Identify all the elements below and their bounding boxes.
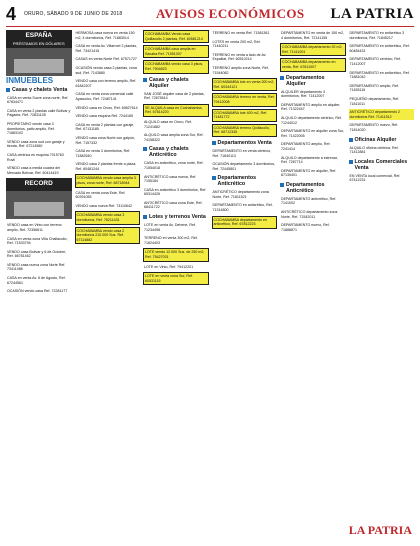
category-heading bbox=[6, 87, 72, 93]
column-1 bbox=[6, 30, 72, 542]
classified-ad: ALQUILO departamento a estrenar, Ref. 7287714 bbox=[281, 155, 338, 165]
classified-ad: CASA en anticrético, zona norte, Ref. 71554018 bbox=[144, 161, 204, 170]
bullet-icon bbox=[280, 183, 284, 187]
classified-ad: DEPARTAMENTO nuevo, Ref. 71888871 bbox=[281, 223, 330, 232]
classified-ad: DEPARTAMENTO en alquiler zona Sur, Ref. 71422005 bbox=[281, 129, 345, 138]
dateline: ORURO, SÁBADO 9 DE JUNIO DE 2018 bbox=[24, 11, 123, 17]
classified-ad: DEPARTAMENTO nuevo, Ref. 71814020 bbox=[349, 123, 399, 132]
display-ad-espana bbox=[6, 30, 72, 76]
classified-ad: OCASIÓN vendo casa Ref. 72281177 bbox=[7, 289, 68, 294]
column-4 bbox=[212, 30, 278, 542]
classified-ad: DEPARTAMENTO en venta céntrico, Ref. 71840113 bbox=[212, 148, 272, 158]
classified-ad: CASA en venta Sucre zona norte, Ref. 67834471 bbox=[7, 95, 69, 105]
bullet-icon bbox=[349, 138, 353, 142]
classified-ad: ANTICRÉTICO casa zona Este, Ref. 68411722 bbox=[144, 200, 203, 210]
bullet-icon bbox=[280, 76, 284, 80]
classified-ad: VENDO casa Bolívar y 6 de Octubre, Ref. 66781452 bbox=[7, 249, 67, 259]
classified-ad: TERRENO en venta 300 m2, Ref. 71824403 bbox=[144, 236, 198, 245]
bullet-icon bbox=[6, 88, 10, 92]
highlighted-ad: LOTE en venta zona Sur, Ref. 60531115 bbox=[143, 272, 209, 285]
classified-ad: LOTES en venta 200 m2, Ref. 71440211 bbox=[212, 39, 261, 49]
classified-ad: CASA en venta 2 plantas con garaje, Ref. 67131185 bbox=[75, 122, 135, 132]
highlighted-ad: COCHABAMBA lote 400 m2, Ref. 71481772 bbox=[212, 109, 278, 122]
classified-ad: SAN JOSÉ alquiler casa de 2 plantas, Ref. 72875614 bbox=[144, 91, 205, 101]
highlighted-ad: COCHABAMBA vendo casa 3 pisos, Ref. 7904823 bbox=[143, 60, 209, 73]
classified-ad: DEPARTAMENTO amplio, Ref. 7241414 bbox=[281, 142, 331, 151]
highlighted-ad: COCHABAMBA departamento en venta, Ref. 67811007 bbox=[280, 58, 346, 71]
classified-ad: ALQUILO casa amplia zona Sur, Ref. 74158322 bbox=[144, 133, 204, 142]
page-number: 4 bbox=[6, 3, 17, 24]
highlighted-ad: COCHABAMBA vendo casa 3 dormitorios, Ref. 76211431 bbox=[75, 211, 141, 224]
classified-ad: DEPARTAMENTO amplio en alquiler, Ref. 71322447 bbox=[281, 102, 341, 112]
category-heading bbox=[280, 182, 346, 194]
highlighted-ad: ANTICRÉTICO departamento 2 dormitorios Ref. 71411512 bbox=[349, 109, 415, 120]
classifieds-columns bbox=[6, 30, 414, 542]
classified-ad: TERRENO en venta Ref. 71581361 bbox=[212, 31, 270, 35]
bullet-icon bbox=[212, 141, 216, 145]
bullet-icon bbox=[143, 147, 147, 151]
category-heading bbox=[143, 77, 209, 89]
classified-ad: CASA en venta Av. Villarroel 2 plantas, Ref. 73421415 bbox=[75, 44, 138, 53]
classified-ad: ALQUILER departamento 3 dormitorios, Ref. 71412007 bbox=[281, 89, 325, 99]
classified-ad: CASAS en venta Norte Ref. 67571727 bbox=[75, 57, 137, 62]
category-label: Casas y chalets Venta bbox=[12, 86, 68, 93]
highlighted-ad: COCHABAMBA terreno en venta, Ref. 79412008 bbox=[212, 93, 278, 106]
ad-photo bbox=[6, 191, 72, 219]
category-label: Departamentos Venta bbox=[217, 139, 272, 146]
classified-ad: DEPARTAMENTO en venta de 150 m2, 4 dormitorios, Ref. 72141155 bbox=[281, 31, 345, 40]
classified-ad: ANTICRÉTICO departamento zona Norte, Ref. 71542011 bbox=[281, 210, 338, 219]
ad-subtitle: PRÉSTAMOS EN DÓLARES bbox=[12, 41, 65, 46]
column-3 bbox=[143, 30, 209, 542]
category-heading bbox=[212, 175, 278, 187]
category-heading bbox=[349, 159, 415, 171]
classified-ad: DEPARTAMENTO céntrico, Ref. 71412007 bbox=[349, 57, 401, 66]
classified-ad: ANTICRÉTICO casa nueva, Ref. 7155184 bbox=[144, 174, 197, 184]
classified-ad: ALQUILO departamento céntrico, Ref. 71244012 bbox=[281, 115, 342, 125]
category-heading bbox=[143, 214, 209, 220]
classified-ad: VENDO casa en Oruro, Ref. 69827614 bbox=[75, 105, 138, 110]
category-label: Locales Comerciales Venta bbox=[354, 158, 408, 171]
classified-ad: DEPARTAMENTO en anticrético, Ref. 60484431 bbox=[349, 44, 410, 53]
highlighted-ad: LOTE vendo 12.000 Sus. de 250 m2, Ref. 75427031 bbox=[143, 248, 209, 261]
highlighted-ad: COCHABAMBA Vendo casa Quillacollo 2 plantas, Ref. 60581214 bbox=[143, 30, 209, 43]
classified-ad: TERRENO en venta a lado de Av. Espaillat, Ref. 60510214 bbox=[212, 52, 267, 62]
classified-ad: DEPARTAMENTO en alquiler, Ref. 67135401 bbox=[281, 168, 337, 178]
page-header bbox=[6, 3, 414, 25]
classified-ad: VENDO casa esquina Ref. 7244165 bbox=[75, 114, 134, 119]
category-heading bbox=[212, 140, 278, 146]
classified-ad: VENDO casa en Vinto con terreno amplio, Ref. 72356611 bbox=[7, 223, 62, 232]
category-label: Departamentos Alquiler bbox=[286, 74, 325, 87]
classified-ad: VENDO casa nueva zona Norte Ref. 73411086 bbox=[7, 262, 66, 272]
section-heading: INMUEBLES bbox=[6, 76, 54, 85]
column-5 bbox=[280, 30, 346, 542]
newspaper-logo: LA PATRIA bbox=[330, 5, 414, 22]
category-label: Departamentos Anticrético bbox=[217, 175, 257, 188]
column-6 bbox=[349, 30, 415, 542]
highlighted-ad: COCHABAMBA departamento en anticrético, Ref. 67812223 bbox=[212, 216, 278, 229]
ad-title: ESPAÑA bbox=[25, 32, 53, 39]
ad-photo bbox=[6, 48, 72, 76]
classified-ad: VENDO casa zona Norte con galpón, Ref. 7157332 bbox=[75, 135, 136, 145]
highlighted-ad: COCHABAMBA vendo casa amplia 3 pisos, zona norte, Ref. 68718944 bbox=[75, 174, 141, 187]
classified-ad: PROPIETARIO vende casa 3 dormitorios, patio amplio, Ref. 71883102 bbox=[7, 121, 55, 136]
classified-ad: ALQUILO casa en Oruro, Ref. 71241882 bbox=[144, 119, 192, 129]
category-label: Departamentos Anticrético bbox=[286, 181, 325, 194]
classified-ad: DEPARTAMENTO anticrético, Ref. 7141002 bbox=[281, 196, 337, 206]
highlighted-ad: COCHABAMBA lote en venta 200 m2, Ref. 60344121 bbox=[212, 78, 278, 91]
classified-ad: CASA en venta zona Villa Challacollo, Ref. 71533794 bbox=[7, 236, 68, 246]
classified-ad: CASA en venta 3 dormitorios, Ref. 71882540 bbox=[75, 149, 131, 158]
category-label: Lotes y terrenos Venta bbox=[149, 214, 206, 221]
classified-ad: ANTICRÉTICO departamento zona Norte, Ref. 71811521 bbox=[212, 190, 269, 199]
display-ad-record bbox=[6, 178, 72, 219]
category-heading bbox=[349, 137, 415, 143]
section-title: AVISOS ECONÓMICOS bbox=[156, 6, 305, 21]
classified-ad: VENDO casa nueva Ref. 73110642 bbox=[75, 203, 132, 208]
classified-ad: DEPARTAMENTO en anticrético, Ref. 71881042 bbox=[349, 70, 410, 80]
classified-ad: CASA en anticrético 3 dormitorios, Ref. 65314426 bbox=[144, 187, 207, 197]
classified-ad: CASA céntrica en esquina 7015763 Ruvil bbox=[7, 152, 64, 162]
highlighted-ad: COCHABAMBA departamento 92 m2, Ref. 71411001 bbox=[280, 43, 346, 56]
bullet-icon bbox=[143, 78, 147, 82]
highlighted-ad: COCHABAMBA vendo casa 2 dormitorios 210.000 Sus. Ref. 67114882 bbox=[75, 227, 141, 245]
classified-ad: OCASIÓN vendo casa 2 plantas, zona sud, Ref. 7143880 bbox=[75, 65, 137, 75]
classified-ad: VENDO casa con terreno amplio, Ref. 61842207 bbox=[75, 79, 137, 88]
bullet-icon bbox=[212, 176, 216, 180]
header-rule bbox=[6, 26, 414, 27]
classified-ad: DEPARTAMENTO en anticrético, Ref. 71314800 bbox=[212, 203, 273, 213]
classified-ad: VENDO casa 2 plantas frente a plaza, Ref. 60481244 bbox=[75, 162, 137, 171]
bullet-icon bbox=[349, 160, 353, 164]
ad-title: RECORD bbox=[24, 180, 53, 188]
bullet-icon bbox=[143, 215, 147, 219]
classified-ad: TERRENO amplio zona Norte, Ref. 71544082 bbox=[212, 65, 269, 75]
classified-ad: CASA en venta 2 plantas calle Bolívar y Pagador, Ref. 72831105 bbox=[7, 108, 71, 118]
classified-ad: LOTE en venta Av. Dehene, Ref. 71234498 bbox=[144, 223, 197, 232]
category-heading bbox=[143, 146, 209, 158]
category-label: Casas y chalets Anticrético bbox=[149, 146, 189, 159]
category-label: Oficinas Alquiler bbox=[354, 136, 397, 143]
highlighted-ad: SE ALQUILA casa en Cochabamba, Ref. 67814220 bbox=[143, 104, 209, 117]
classified-ad: LOTE en Vinto, Ref. 79412201 bbox=[144, 264, 194, 269]
footer-logo: LA PATRIA bbox=[348, 523, 412, 537]
classified-ad: DEPARTAMENTO en anticrético 3 dormitorios, Ref. 71845217 bbox=[349, 31, 405, 40]
category-heading bbox=[280, 75, 346, 87]
classified-ad: CASA en venta zona comercial calle Ayacucho, Ref. 72487141 bbox=[75, 92, 134, 101]
classified-ad: PEQUEÑO departamento, Ref. 71811011 bbox=[349, 96, 400, 106]
classified-ad: OCASIÓN departamento 3 dormitorios, Ref. 72445801 bbox=[212, 162, 276, 171]
highlighted-ad: COCHABAMBA terreno Quillacollo, Ref. 68712345 bbox=[212, 124, 278, 137]
classified-ad: ALQUILO oficina céntrica, Ref. 71412881 bbox=[349, 145, 399, 155]
classified-ad: VENDO casa zona sud con garaje y tienda, Ref. 67214560 bbox=[7, 139, 65, 149]
classified-ad: CASA en venta Av. 6 de Agosto, Ref. 67244561 bbox=[7, 276, 66, 285]
column-2 bbox=[75, 30, 141, 542]
category-label: Casas y chalets Alquiler bbox=[149, 76, 189, 89]
classified-ad: HERMOSA casa nueva en venta 150 m2, 4 dormitorios, Ref. 71883014 bbox=[75, 31, 135, 40]
classified-ad: CASA en venta zona Este, Ref. 60391055 bbox=[75, 190, 126, 200]
classified-ad: DEPARTAMENTO amplio, Ref. 71455116 bbox=[349, 83, 399, 93]
highlighted-ad: COCHABAMBA casa amplia en Sacaba Ref. 71551007 bbox=[143, 45, 209, 58]
classified-ad: VENDO casa a media cuadra del Mercado Bolívar, Ref. 60414419 bbox=[7, 166, 60, 175]
classified-ad: EN VENTA local comercial, Ref. 67412231 bbox=[349, 173, 401, 183]
